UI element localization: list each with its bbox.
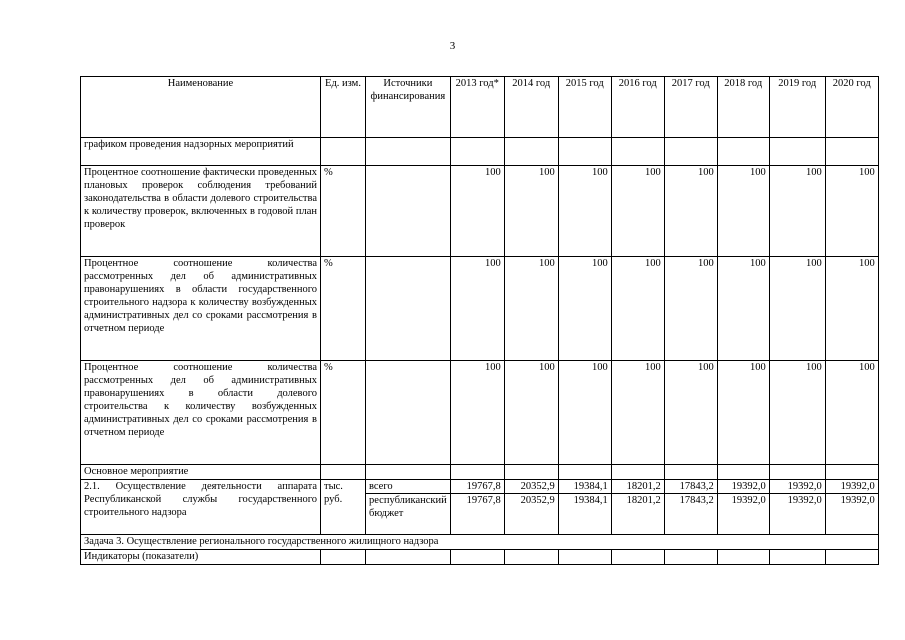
table-row [81, 166, 879, 257]
header-year: 2018 год [717, 77, 769, 138]
row-value: 19392,0 [717, 480, 769, 494]
row-value: 100 [664, 166, 717, 257]
row-value: 19392,0 [825, 480, 878, 494]
header-year: 2015 год [558, 77, 611, 138]
row-name: Процентное соотношение количества рассмотренных дел об административных правонарушениях в области долевого строительства к количеству возбужденных административных дел со сроками рассмотрения в отчетном периоде [81, 361, 321, 465]
row-value: 100 [558, 257, 611, 361]
row-value: 19392,0 [825, 494, 878, 535]
row-value: 100 [825, 257, 878, 361]
row-value: 100 [504, 361, 558, 465]
row-value: 17843,2 [664, 494, 717, 535]
row-value: 100 [450, 361, 504, 465]
row-value: 100 [664, 361, 717, 465]
row-value: 19767,8 [450, 480, 504, 494]
header-year: 2019 год [769, 77, 825, 138]
row-value: 19384,1 [558, 480, 611, 494]
row-value: 100 [769, 257, 825, 361]
row-value: 100 [504, 257, 558, 361]
table-row [81, 257, 879, 361]
task-heading: Задача 3. Осуществление регионального государственного жилищного надзора [81, 535, 879, 550]
row-value: 19384,1 [558, 494, 611, 535]
row-name: 2.1. Осуществление деятельности аппарата Республиканской службы государственного строительного надзора [81, 480, 321, 535]
row-name: Основное мероприятие [81, 465, 321, 480]
row-value: 20352,9 [504, 494, 558, 535]
header-year: 2017 год [664, 77, 717, 138]
row-unit: % [321, 361, 366, 465]
table-row [81, 361, 879, 465]
row-value: 18201,2 [611, 480, 664, 494]
table-row [81, 480, 879, 494]
row-source: всего [366, 480, 451, 494]
row-value: 100 [717, 361, 769, 465]
row-value: 100 [450, 257, 504, 361]
row-name: Индикаторы (показатели) [81, 550, 321, 565]
row-value: 19392,0 [769, 480, 825, 494]
table-row [81, 550, 879, 565]
table-header-row [81, 77, 879, 138]
row-value: 18201,2 [611, 494, 664, 535]
row-value: 100 [769, 166, 825, 257]
header-source: Источники финансирования [366, 77, 451, 138]
row-value: 100 [611, 257, 664, 361]
page-number: 3 [449, 40, 456, 52]
row-name: Процентное соотношение фактически проведенных плановых проверок соблюдения требований законодательства в области долевого строительства к количеству проверок, включенных в годовой план проверок [81, 166, 321, 257]
row-value: 100 [504, 166, 558, 257]
row-value: 100 [664, 257, 717, 361]
row-value: 19392,0 [769, 494, 825, 535]
row-name: графиком проведения надзорных мероприятий [81, 138, 321, 166]
table-row [81, 535, 879, 550]
row-unit: % [321, 257, 366, 361]
indicators-table [80, 76, 879, 565]
row-value: 100 [611, 166, 664, 257]
header-name: Наименование [81, 77, 321, 138]
table-row [81, 138, 879, 166]
row-value: 17843,2 [664, 480, 717, 494]
row-unit: тыс. руб. [321, 480, 366, 535]
row-value: 100 [450, 166, 504, 257]
header-year: 2020 год [825, 77, 878, 138]
header-year: 2013 год* [450, 77, 504, 138]
row-value: 100 [825, 361, 878, 465]
row-unit: % [321, 166, 366, 257]
header-unit: Ед. изм. [321, 77, 366, 138]
row-value: 19767,8 [450, 494, 504, 535]
row-value: 100 [769, 361, 825, 465]
row-name: Процентное соотношение количества рассмотренных дел об административных правонарушениях в области государственного строительного надзора к количеству возбужденных административных дел со сроками рассмотрения в отчетном периоде [81, 257, 321, 361]
row-value: 100 [611, 361, 664, 465]
table-row [81, 465, 879, 480]
row-value: 20352,9 [504, 480, 558, 494]
row-value: 100 [558, 361, 611, 465]
row-value: 19392,0 [717, 494, 769, 535]
row-source: республиканский бюджет [366, 494, 451, 535]
header-year: 2014 год [504, 77, 558, 138]
row-value: 100 [825, 166, 878, 257]
row-value: 100 [717, 257, 769, 361]
row-value: 100 [717, 166, 769, 257]
header-year: 2016 год [611, 77, 664, 138]
row-value: 100 [558, 166, 611, 257]
